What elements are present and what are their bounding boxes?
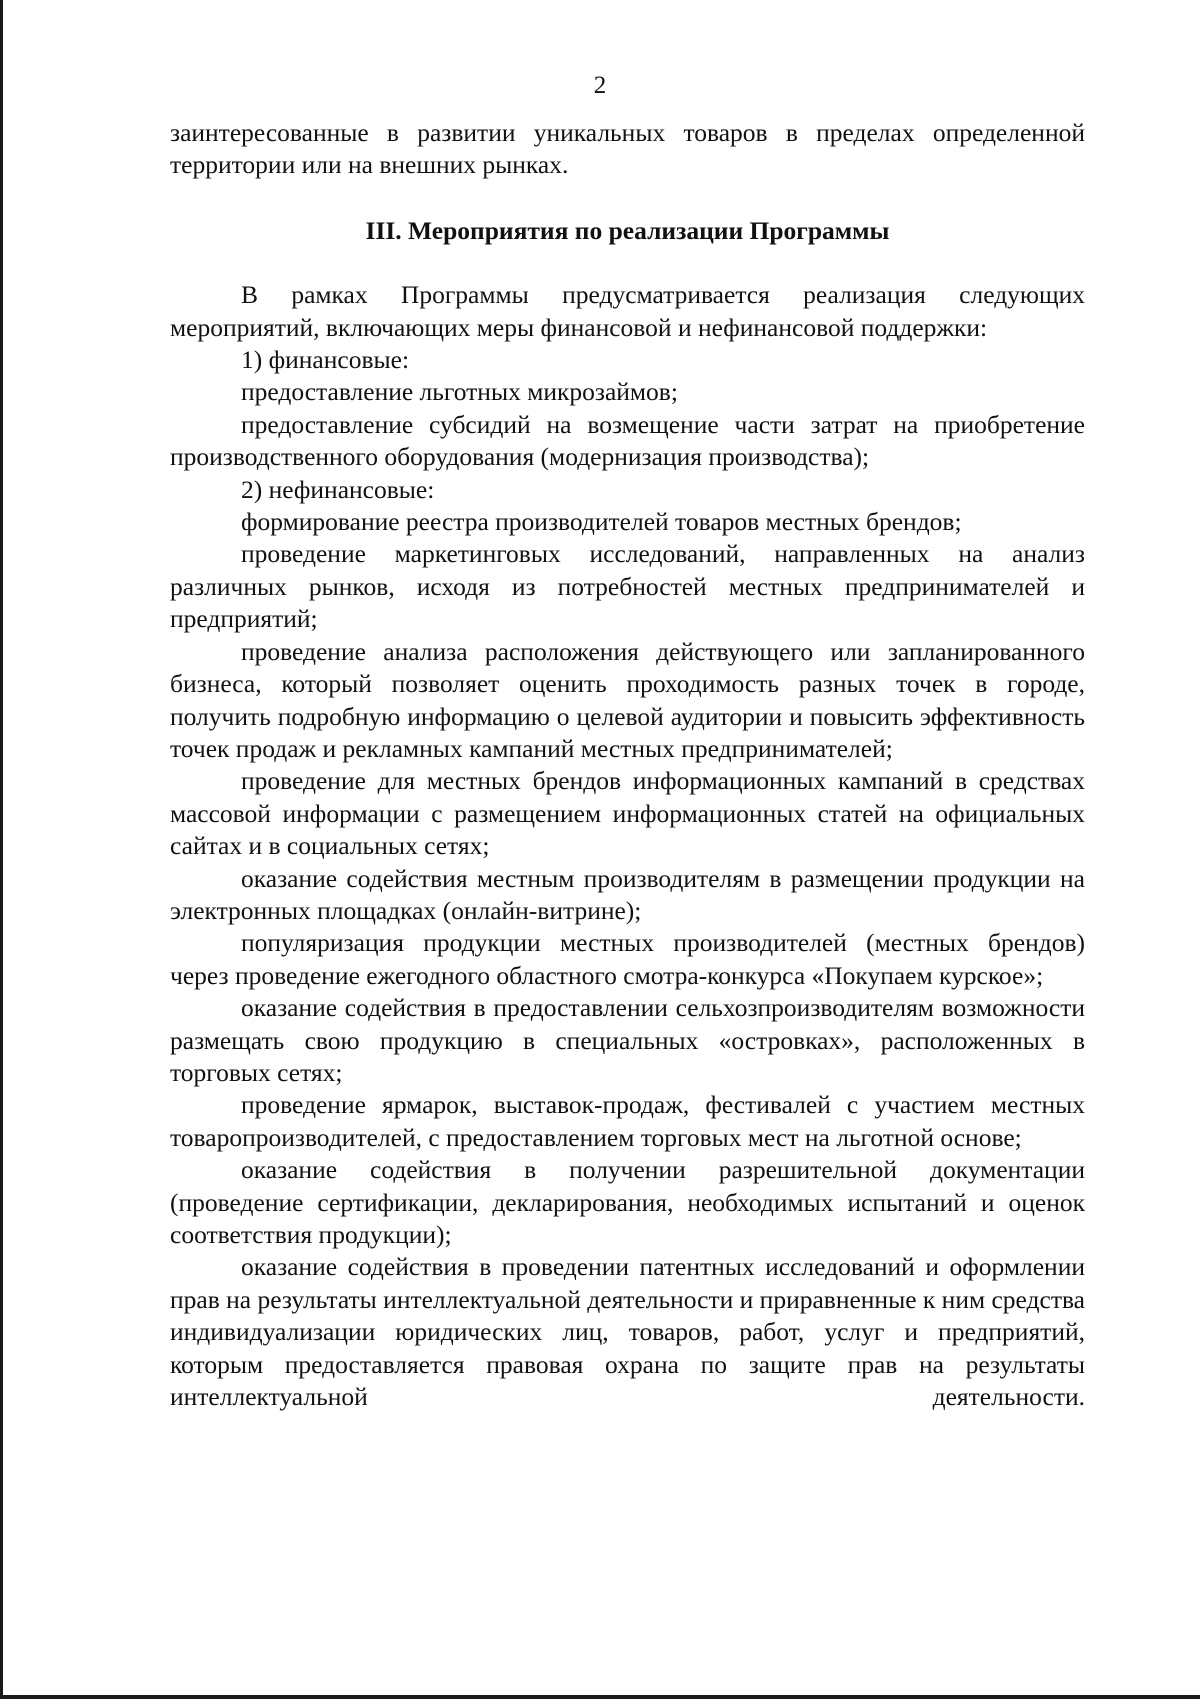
- list-item-financial: предоставление субсидий на возмещение части затрат на приобретение производственного оборудования (модернизация производства);: [170, 409, 1085, 472]
- scan-bottom-edge: [0, 1695, 1200, 1699]
- list-item-nonfinancial: оказание содействия местным производителям в размещении продукции на электронных площадках (онлайн-витрине);: [170, 863, 1085, 925]
- list-item-nonfinancial: проведение маркетинговых исследований, направленных на анализ различных рынков, исходя из потребностей местных предпринимателей и предприятий;: [170, 539, 1085, 634]
- financial-label: 1) финансовые:: [241, 345, 410, 375]
- list-item-nonfinancial: оказание содействия в получении разрешительной документации (проведение сертификации, декларирования, необходимых испытаний и оценок соответствия продукции);: [170, 1155, 1085, 1249]
- nonfinancial-label: 2) нефинансовые:: [241, 474, 435, 504]
- list-item-nonfinancial: проведение анализа расположения действующего или запланированного бизнеса, который позволяет оценить проходимость разных точек в городе, получить подробную информацию о целевой аудитории и повысить эффективность точек продаж и рекламных кампаний местных предпринимателей;: [170, 636, 1085, 763]
- section-heading: III. Мероприятия по реализации Программы: [365, 215, 890, 245]
- page-number: 2: [593, 72, 607, 99]
- spacer: [170, 247, 1085, 279]
- spacer: [170, 182, 1085, 215]
- list-item-nonfinancial: проведение для местных брендов информационных кампаний в средствах массовой информации с размещением информационных статей на официальных сайтах и в социальных сетях;: [170, 766, 1085, 861]
- scan-left-edge: [0, 0, 3, 1699]
- list-item-financial: предоставление льготных микрозаймов;: [241, 377, 678, 407]
- list-item-nonfinancial: проведение ярмарок, выставок-продаж, фестивалей с участием местных товаропроизводителей, с предоставлением торговых мест на льготной основе;: [170, 1090, 1085, 1152]
- list-item-nonfinancial: популяризация продукции местных производителей (местных брендов) через проведение ежегодного областного смотра-конкурса «Покупаем курское»;: [170, 928, 1085, 990]
- intro-paragraph: В рамках Программы предусматривается реализация следующих мероприятий, включающих меры финансовой и нефинансовой поддержки:: [170, 280, 1085, 342]
- list-item-nonfinancial: оказание содействия в предоставлении сельхозпроизводителям возможности размещать свою продукцию в специальных «островках», расположенных в торговых сетях;: [170, 993, 1085, 1087]
- continuation-paragraph: заинтересованные в развитии уникальных товаров в пределах определенной территории или на внешних рынках.: [170, 118, 1085, 180]
- list-item-nonfinancial: оказание содействия в проведении патентных исследований и оформлении прав на результаты интеллектуальной деятельности и приравненные к ним средства индивидуализации юридических лиц, товаров, работ, услуг и предприятий, которым предоставляется правовая охрана по защите прав на результаты интеллектуальной деятельности.: [170, 1252, 1085, 1412]
- list-item-nonfinancial: формирование реестра производителей товаров местных брендов;: [241, 507, 962, 537]
- document-body: [170, 117, 1085, 1413]
